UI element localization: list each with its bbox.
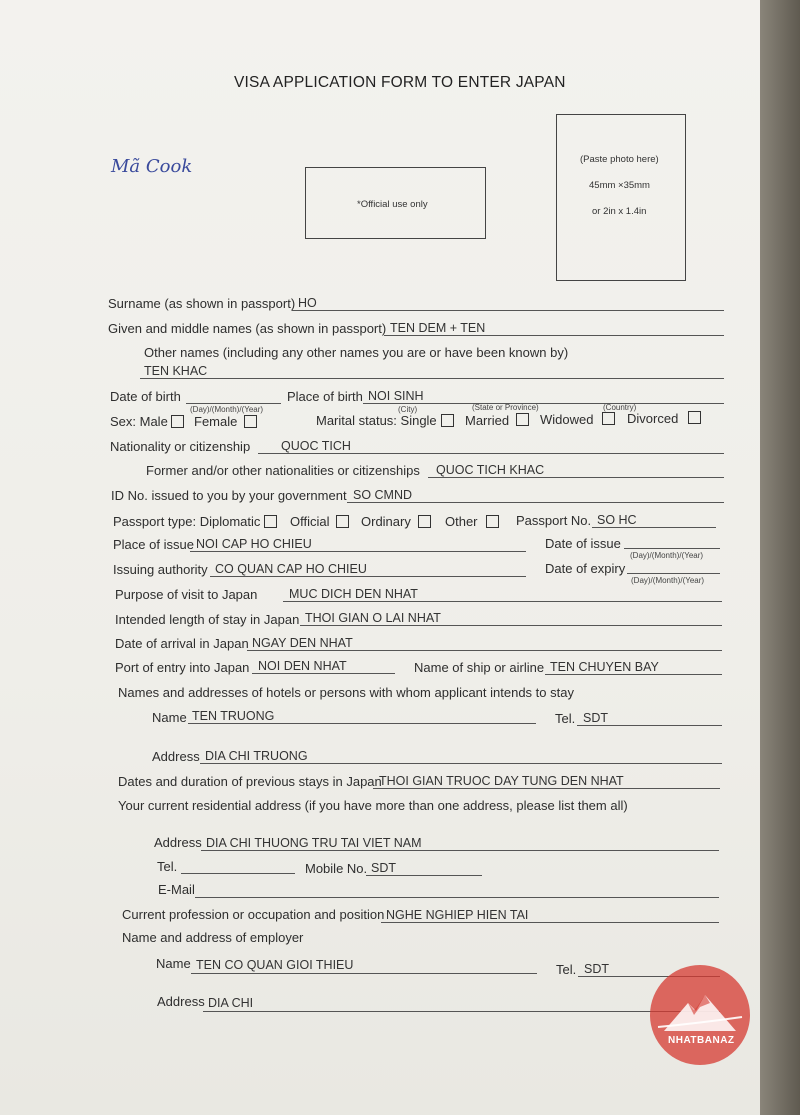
previous-stays-label: Dates and duration of previous stays in Japan	[118, 774, 382, 789]
pob-hint-country: (Country)	[603, 403, 637, 412]
passport-other-checkbox[interactable]	[486, 515, 499, 528]
passport-no-value[interactable]: SO HC	[597, 513, 637, 527]
place-of-issue-value[interactable]: NOI CAP HO CHIEU	[196, 537, 312, 551]
surname-label: Surname (as shown in passport)	[108, 296, 296, 311]
host-address-line	[200, 763, 722, 764]
pob-value[interactable]: NOI SINH	[368, 389, 424, 403]
emp-address-value[interactable]: DIA CHI	[208, 996, 254, 1010]
passport-ordinary-checkbox[interactable]	[418, 515, 431, 528]
host-address-value[interactable]: DIA CHI TRUONG	[205, 749, 308, 763]
issuing-authority-label: Issuing authority	[113, 562, 208, 577]
other-names-value[interactable]: TEN KHAC	[144, 364, 208, 378]
res-mobile-label: Mobile No.	[305, 861, 368, 876]
form-title: VISA APPLICATION FORM TO ENTER JAPAN	[234, 74, 566, 91]
given-names-line	[384, 335, 724, 336]
res-mobile-value[interactable]: SDT	[371, 861, 396, 875]
table-background	[760, 0, 800, 1115]
watermark-text: NHATBANAZ	[668, 1035, 735, 1046]
other-names-line	[140, 378, 724, 379]
pob-line	[363, 403, 724, 404]
res-email-line[interactable]	[195, 897, 719, 898]
marital-divorced-checkbox[interactable]	[688, 411, 701, 424]
photo-line1: (Paste photo here)	[580, 154, 659, 165]
marital-widowed-checkbox[interactable]	[602, 412, 615, 425]
passport-other-label: Other	[445, 514, 478, 529]
emp-tel-label: Tel.	[556, 962, 577, 977]
passport-diplomatic-checkbox[interactable]	[264, 515, 277, 528]
date-of-expiry-line[interactable]	[627, 573, 720, 574]
profession-line	[381, 922, 719, 923]
place-of-issue-label: Place of issue	[113, 537, 194, 552]
port-of-entry-label: Port of entry into Japan	[115, 660, 250, 675]
nationality-label: Nationality or citizenship	[110, 439, 251, 454]
marital-widowed-label: Widowed	[540, 412, 594, 427]
date-of-issue-label: Date of issue	[545, 536, 621, 551]
host-name-value[interactable]: TEN TRUONG	[192, 709, 275, 723]
port-of-entry-value[interactable]: NOI DEN NHAT	[258, 659, 347, 673]
marital-label: Marital status: Single	[316, 413, 437, 428]
passport-ordinary-label: Ordinary	[361, 514, 411, 529]
res-mobile-line	[366, 875, 482, 876]
photo-line2: 45mm ×35mm	[589, 180, 650, 191]
given-names-value[interactable]: TEN DEM + TEN	[390, 321, 486, 335]
id-no-line	[347, 502, 724, 503]
photo-line3: or 2in x 1.4in	[592, 206, 647, 217]
issuing-authority-value[interactable]: CO QUAN CAP HO CHIEU	[215, 562, 367, 576]
former-nationality-label: Former and/or other nationalities or citizenships	[146, 463, 420, 478]
pob-hint-city: (City)	[398, 405, 418, 414]
marital-divorced-label: Divorced	[627, 411, 679, 426]
passport-no-line	[592, 527, 716, 528]
mountain-icon	[650, 965, 750, 1065]
res-address-label: Address	[154, 835, 202, 850]
official-use-label: *Official use only	[357, 199, 428, 210]
date-of-arrival-value[interactable]: NGAY DEN NHAT	[252, 636, 353, 650]
purpose-line	[283, 601, 722, 602]
previous-stays-line	[373, 788, 720, 789]
handwritten-note: Mã Cook	[111, 156, 193, 177]
nationality-value[interactable]: QUOC TICH	[281, 439, 351, 453]
given-names-label: Given and middle names (as shown in passport)	[108, 321, 387, 336]
former-nationality-value[interactable]: QUOC TICH KHAC	[436, 463, 545, 477]
res-tel-label: Tel.	[157, 859, 178, 874]
purpose-label: Purpose of visit to Japan	[115, 587, 258, 602]
port-of-entry-line	[252, 673, 395, 674]
issuing-authority-line	[210, 576, 526, 577]
length-of-stay-value[interactable]: THOI GIAN O LAI NHAT	[305, 611, 441, 625]
date-of-expiry-hint: (Day)/(Month)/(Year)	[631, 576, 705, 585]
res-address-value[interactable]: DIA CHI THUONG TRU TAI VIET NAM	[206, 836, 422, 850]
res-address-line	[201, 850, 719, 851]
host-name-line	[188, 723, 536, 724]
date-of-expiry-label: Date of expiry	[545, 561, 626, 576]
emp-tel-value[interactable]: SDT	[584, 962, 609, 976]
sex-label: Sex: Male	[110, 414, 168, 429]
emp-name-line	[191, 973, 537, 974]
res-tel-line[interactable]	[181, 873, 295, 874]
nationality-line	[258, 453, 724, 454]
res-email-label: E-Mail	[158, 882, 195, 897]
surname-value[interactable]: HO	[298, 296, 317, 310]
dob-hint: (Day)/(Month)/(Year)	[190, 405, 264, 414]
marital-married-label: Married	[465, 413, 510, 428]
host-tel-label: Tel.	[555, 711, 576, 726]
length-of-stay-line	[300, 625, 722, 626]
host-name-label: Name	[152, 710, 187, 725]
marital-single-checkbox[interactable]	[441, 414, 454, 427]
emp-address-line	[203, 1011, 720, 1012]
marital-married-checkbox[interactable]	[516, 413, 529, 426]
sex-male-checkbox[interactable]	[171, 415, 184, 428]
employer-heading: Name and address of employer	[122, 930, 304, 945]
sex-female-checkbox[interactable]	[244, 415, 257, 428]
emp-name-label: Name	[156, 956, 191, 971]
emp-name-value[interactable]: TEN CO QUAN GIOI THIEU	[196, 958, 354, 972]
host-tel-value[interactable]: SDT	[583, 711, 608, 725]
id-no-label: ID No. issued to you by your government	[111, 488, 347, 503]
emp-address-label: Address	[157, 994, 205, 1009]
purpose-value[interactable]: MUC DICH DEN NHAT	[289, 587, 418, 601]
dob-label: Date of birth	[110, 389, 181, 404]
host-tel-line	[577, 725, 722, 726]
passport-official-checkbox[interactable]	[336, 515, 349, 528]
date-of-issue-line[interactable]	[624, 548, 720, 549]
ship-airline-value[interactable]: TEN CHUYEN BAY	[550, 660, 659, 674]
date-of-arrival-label: Date of arrival in Japan	[115, 636, 249, 651]
passport-type-label: Passport type: Diplomatic	[113, 514, 261, 529]
former-nationality-line	[428, 477, 724, 478]
surname-line	[292, 310, 724, 311]
photo-box[interactable]	[556, 114, 686, 281]
place-of-issue-line	[190, 551, 526, 552]
date-of-arrival-line	[247, 650, 722, 651]
id-no-value[interactable]: SO CMND	[353, 488, 413, 502]
profession-label: Current profession or occupation and position	[122, 907, 385, 922]
dob-line[interactable]	[186, 403, 281, 404]
sex-female-label: Female	[194, 414, 238, 429]
passport-official-label: Official	[290, 514, 330, 529]
previous-stays-value[interactable]: THOI GIAN TRUOC DAY TUNG DEN NHAT	[379, 774, 624, 788]
ship-airline-line	[545, 674, 722, 675]
other-names-label: Other names (including any other names you are or have been known by)	[144, 345, 569, 360]
host-address-label: Address	[152, 749, 200, 764]
hotels-heading: Names and addresses of hotels or persons with whom applicant intends to stay	[118, 685, 574, 700]
pob-label: Place of birth	[287, 389, 363, 404]
pob-hint-state: (State or Province)	[472, 403, 539, 412]
ship-airline-label: Name of ship or airline	[414, 660, 545, 675]
residential-heading: Your current residential address (if you have more than one address, please list them all)	[118, 798, 628, 813]
date-of-issue-hint: (Day)/(Month)/(Year)	[630, 551, 704, 560]
passport-no-label: Passport No.	[516, 513, 592, 528]
watermark-logo	[650, 965, 750, 1065]
profession-value[interactable]: NGHE NGHIEP HIEN TAI	[386, 908, 529, 922]
length-of-stay-label: Intended length of stay in Japan	[115, 612, 300, 627]
